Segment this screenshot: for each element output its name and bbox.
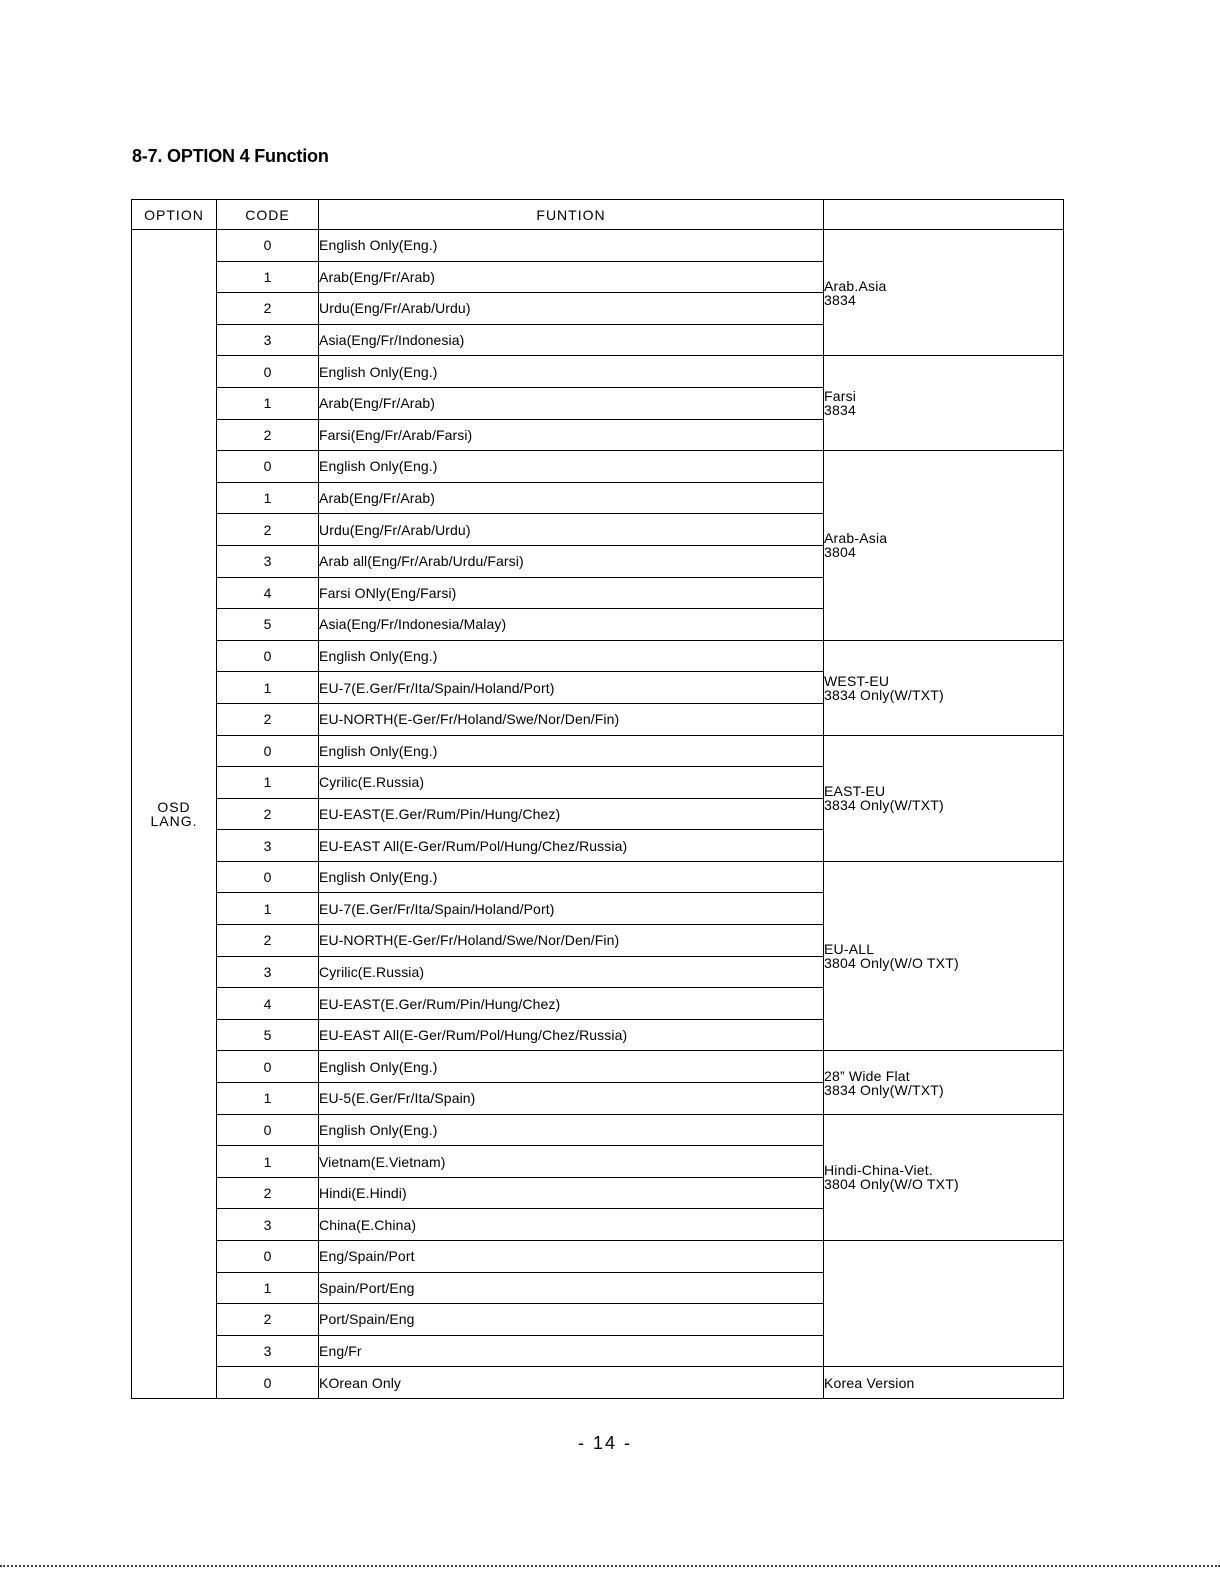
code-cell: 5	[217, 609, 319, 641]
code-cell: 4	[217, 988, 319, 1020]
function-cell: Vietnam(E.Vietnam)	[319, 1146, 824, 1178]
function-cell: English Only(Eng.)	[319, 1051, 824, 1083]
function-cell: English Only(Eng.)	[319, 230, 824, 262]
function-cell: Cyrilic(E.Russia)	[319, 956, 824, 988]
group-note-line: 3804 Only(W/O TXT)	[824, 1176, 959, 1193]
table-row	[132, 735, 1064, 767]
table-row	[132, 1367, 1064, 1399]
function-cell: EU-7(E.Ger/Fr/Ita/Spain/Holand/Port)	[319, 893, 824, 925]
code-cell: 1	[217, 1272, 319, 1304]
table-row	[132, 640, 1064, 672]
group-note-line: EAST-EU	[824, 783, 886, 800]
code-cell: 3	[217, 1335, 319, 1367]
group-note-line: Arab.Asia	[824, 277, 887, 294]
function-cell: Port/Spain/Eng	[319, 1304, 824, 1336]
function-cell: Asia(Eng/Fr/Indonesia)	[319, 324, 824, 356]
function-cell: EU-NORTH(E-Ger/Fr/Holand/Swe/Nor/Den/Fin)	[319, 703, 824, 735]
group-note-line: Hindi-China-Viet.	[824, 1162, 933, 1179]
code-cell: 2	[217, 798, 319, 830]
group-note-line: 3834 Only(W/TXT)	[824, 1081, 944, 1098]
code-cell: 1	[217, 672, 319, 704]
header-code: CODE	[217, 200, 319, 230]
code-cell: 1	[217, 767, 319, 799]
code-cell: 2	[217, 925, 319, 957]
function-cell: EU-7(E.Ger/Fr/Ita/Spain/Holand/Port)	[319, 672, 824, 704]
function-cell: EU-EAST(E.Ger/Rum/Pin/Hung/Chez)	[319, 798, 824, 830]
code-cell: 2	[217, 514, 319, 546]
function-cell: China(E.China)	[319, 1209, 824, 1241]
function-cell: Urdu(Eng/Fr/Arab/Urdu)	[319, 514, 824, 546]
option-label-cell	[132, 230, 217, 1399]
code-cell: 0	[217, 1367, 319, 1399]
function-cell: Arab all(Eng/Fr/Arab/Urdu/Farsi)	[319, 545, 824, 577]
function-cell: Arab(Eng/Fr/Arab)	[319, 261, 824, 293]
table-row	[132, 861, 1064, 893]
option-function-table	[131, 199, 1064, 1399]
group-note-cell	[824, 230, 1064, 356]
code-cell: 0	[217, 1051, 319, 1083]
function-cell: EU-EAST All(E-Ger/Rum/Pol/Hung/Chez/Russia)	[319, 830, 824, 862]
group-note-line: 3804	[824, 544, 856, 561]
group-note-line: WEST-EU	[824, 672, 890, 689]
function-cell: Farsi ONly(Eng/Farsi)	[319, 577, 824, 609]
header-option: OPTION	[132, 200, 217, 230]
code-cell: 3	[217, 545, 319, 577]
function-cell: English Only(Eng.)	[319, 735, 824, 767]
function-cell: English Only(Eng.)	[319, 1114, 824, 1146]
function-cell: Cyrilic(E.Russia)	[319, 767, 824, 799]
header-note	[824, 200, 1064, 230]
code-cell: 3	[217, 1209, 319, 1241]
code-cell: 0	[217, 735, 319, 767]
code-cell: 1	[217, 261, 319, 293]
group-note-cell	[824, 356, 1064, 451]
group-note-line: Arab-Asia	[824, 530, 888, 547]
option-label-line: LANG.	[150, 812, 198, 829]
code-cell: 2	[217, 293, 319, 325]
code-cell: 2	[217, 703, 319, 735]
table-header-row	[132, 200, 1064, 230]
group-note-line: Korea Version	[824, 1374, 915, 1391]
code-cell: 0	[217, 640, 319, 672]
code-cell: 1	[217, 482, 319, 514]
table-body	[132, 230, 1064, 1399]
function-cell: EU-EAST All(E-Ger/Rum/Pol/Hung/Chez/Russia)	[319, 1019, 824, 1051]
code-cell: 1	[217, 1146, 319, 1178]
group-note-line: 3804 Only(W/O TXT)	[824, 955, 959, 972]
function-cell: Hindi(E.Hindi)	[319, 1177, 824, 1209]
code-cell: 0	[217, 861, 319, 893]
option-label-line: OSD	[157, 798, 191, 815]
code-cell: 1	[217, 1083, 319, 1115]
group-note-cell	[824, 1051, 1064, 1114]
code-cell: 0	[217, 356, 319, 388]
function-cell: English Only(Eng.)	[319, 640, 824, 672]
group-note-cell	[824, 1241, 1064, 1367]
code-cell: 1	[217, 893, 319, 925]
group-note-line: 28” Wide Flat	[824, 1067, 910, 1084]
group-note-line: 3834 Only(W/TXT)	[824, 686, 944, 703]
function-cell: English Only(Eng.)	[319, 356, 824, 388]
function-cell: Spain/Port/Eng	[319, 1272, 824, 1304]
code-cell: 3	[217, 956, 319, 988]
group-note-line: 3834	[824, 291, 856, 308]
function-cell: Arab(Eng/Fr/Arab)	[319, 482, 824, 514]
group-note-cell	[824, 1367, 1064, 1399]
code-cell: 4	[217, 577, 319, 609]
function-cell: EU-NORTH(E-Ger/Fr/Holand/Swe/Nor/Den/Fin)	[319, 925, 824, 957]
group-note-line: 3834 Only(W/TXT)	[824, 797, 944, 814]
function-cell: EU-5(E.Ger/Fr/Ita/Spain)	[319, 1083, 824, 1115]
code-cell: 5	[217, 1019, 319, 1051]
code-cell: 2	[217, 419, 319, 451]
function-cell: EU-EAST(E.Ger/Rum/Pin/Hung/Chez)	[319, 988, 824, 1020]
function-cell: KOrean Only	[319, 1367, 824, 1399]
table-row	[132, 451, 1064, 483]
function-cell: English Only(Eng.)	[319, 861, 824, 893]
table-row	[132, 1051, 1064, 1083]
table-row	[132, 1241, 1064, 1273]
code-cell: 0	[217, 451, 319, 483]
function-cell: Eng/Fr	[319, 1335, 824, 1367]
group-note-cell	[824, 451, 1064, 641]
group-note-cell	[824, 1114, 1064, 1240]
group-note-line: Farsi	[824, 388, 857, 405]
code-cell: 2	[217, 1177, 319, 1209]
group-note-line: EU-ALL	[824, 941, 875, 958]
code-cell: 0	[217, 1241, 319, 1273]
table-row	[132, 1114, 1064, 1146]
group-note-cell	[824, 640, 1064, 735]
page-number: - 14 -	[577, 1433, 632, 1453]
function-cell: Eng/Spain/Port	[319, 1241, 824, 1273]
code-cell: 3	[217, 324, 319, 356]
table-row	[132, 230, 1064, 262]
group-note-cell	[824, 861, 1064, 1051]
function-cell: Asia(Eng/Fr/Indonesia/Malay)	[319, 609, 824, 641]
code-cell: 0	[217, 1114, 319, 1146]
group-note-line: 3834	[824, 402, 856, 419]
code-cell: 0	[217, 230, 319, 262]
code-cell: 2	[217, 1304, 319, 1336]
group-note-cell	[824, 735, 1064, 861]
function-cell: Farsi(Eng/Fr/Arab/Farsi)	[319, 419, 824, 451]
table-row	[132, 356, 1064, 388]
function-cell: Arab(Eng/Fr/Arab)	[319, 387, 824, 419]
function-cell: English Only(Eng.)	[319, 451, 824, 483]
bottom-dotted-rule	[0, 1565, 1220, 1567]
function-cell: Urdu(Eng/Fr/Arab/Urdu)	[319, 293, 824, 325]
section-title: 8-7. OPTION 4 Function	[132, 146, 329, 166]
code-cell: 1	[217, 387, 319, 419]
header-function: FUNTION	[319, 200, 824, 230]
code-cell: 3	[217, 830, 319, 862]
